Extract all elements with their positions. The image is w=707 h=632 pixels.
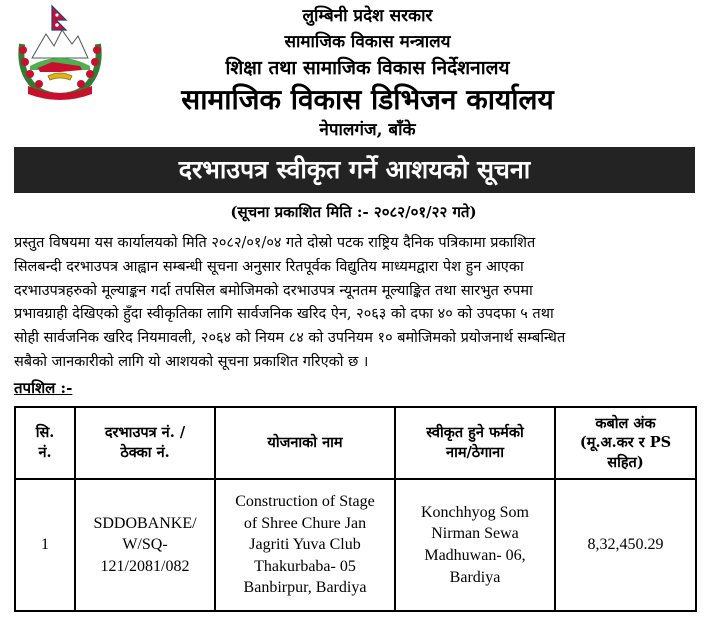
header-firm: स्वीकृत हुने फर्मको नाम/ठेगाना <box>395 407 555 479</box>
cell-contract-no: SDDOBANKE/ W/SQ- 121/2081/082 <box>75 479 215 611</box>
header-province: लुम्बिनी प्रदेश सरकार <box>302 6 433 26</box>
body-line: दरभाउपत्रहरुको मूल्याङ्कन गर्दा तपसिल बमोजिमको दरभाउपत्र न्यूनतम मूल्याङ्कित तथा सारभुत रुपमा <box>14 283 533 299</box>
body-line: प्रस्तुत विषयमा यस कार्यालयको मिति २०८२/०१/०४ गते दोस्रो पटक राष्ट्रिय दैनिक पत्रिकामा प्रकाशित <box>14 235 536 251</box>
cell-serial: 1 <box>15 479 75 611</box>
header-amount: कबोल अंक (मू.अ.कर र PS सहित) <box>555 407 696 479</box>
award-table <box>14 406 697 612</box>
cell-amount: 8,32,450.29 <box>555 479 696 611</box>
body-line: प्रभावग्राही देखिएको हुँदा स्वीकृतिका लागि सार्वजनिक खरिद ऐन, २०६३ को दफा ४० को उपदफा ५ तथा <box>14 306 554 322</box>
body-line: सोही सार्वजनिक खरिद नियमावली, २०६४ को नियम ८४ को उपनियम १० बमोजिमको प्रयोजनार्थ सम्बन्धित <box>14 330 566 346</box>
cell-firm: Konchhyog Som Nirman Sewa Madhuwan- 06, Bardiya <box>395 479 555 611</box>
header-location: नेपालगंज, बाँके <box>319 120 416 140</box>
publish-date: (सूचना प्रकाशित मिति :- २०८२/०१/२२ गते) <box>230 203 477 221</box>
cell-project-name: Construction of Stage of Shree Chure Jan Jagriti Yuva Club Thakurbaba- 05 Banbirpur, Bardiya <box>215 479 395 611</box>
body-line: सिलबन्दी दरभाउपत्र आह्वान सम्बन्धी सूचना अनुसार रितपूर्वक विद्युतिय माध्यमद्वारा पेश हुन आएका <box>14 259 524 275</box>
header-serial: सि. नं. <box>15 407 75 479</box>
header-ministry: सामाजिक विकास मन्त्रालय <box>284 32 451 52</box>
header-office: सामाजिक विकास डिभिजन कार्यालय <box>181 83 554 116</box>
table-row <box>15 479 696 611</box>
notice-title: दरभाउपत्र स्वीकृत गर्ने आशयको सूचना <box>14 147 695 193</box>
header-directorate: शिक्षा तथा सामाजिक विकास निर्देशनालय <box>225 57 510 79</box>
details-heading: तपशिल :- <box>14 379 73 397</box>
body-line: सबैको जानकारीको लागि यो आशयको सूचना प्रकाशित गरिएको छ । <box>14 354 369 370</box>
header-contract-no: दरभाउपत्र नं. / ठेक्का नं. <box>75 407 215 479</box>
header-project-name: योजनाको नाम <box>215 407 395 479</box>
table-header-row <box>15 407 696 479</box>
